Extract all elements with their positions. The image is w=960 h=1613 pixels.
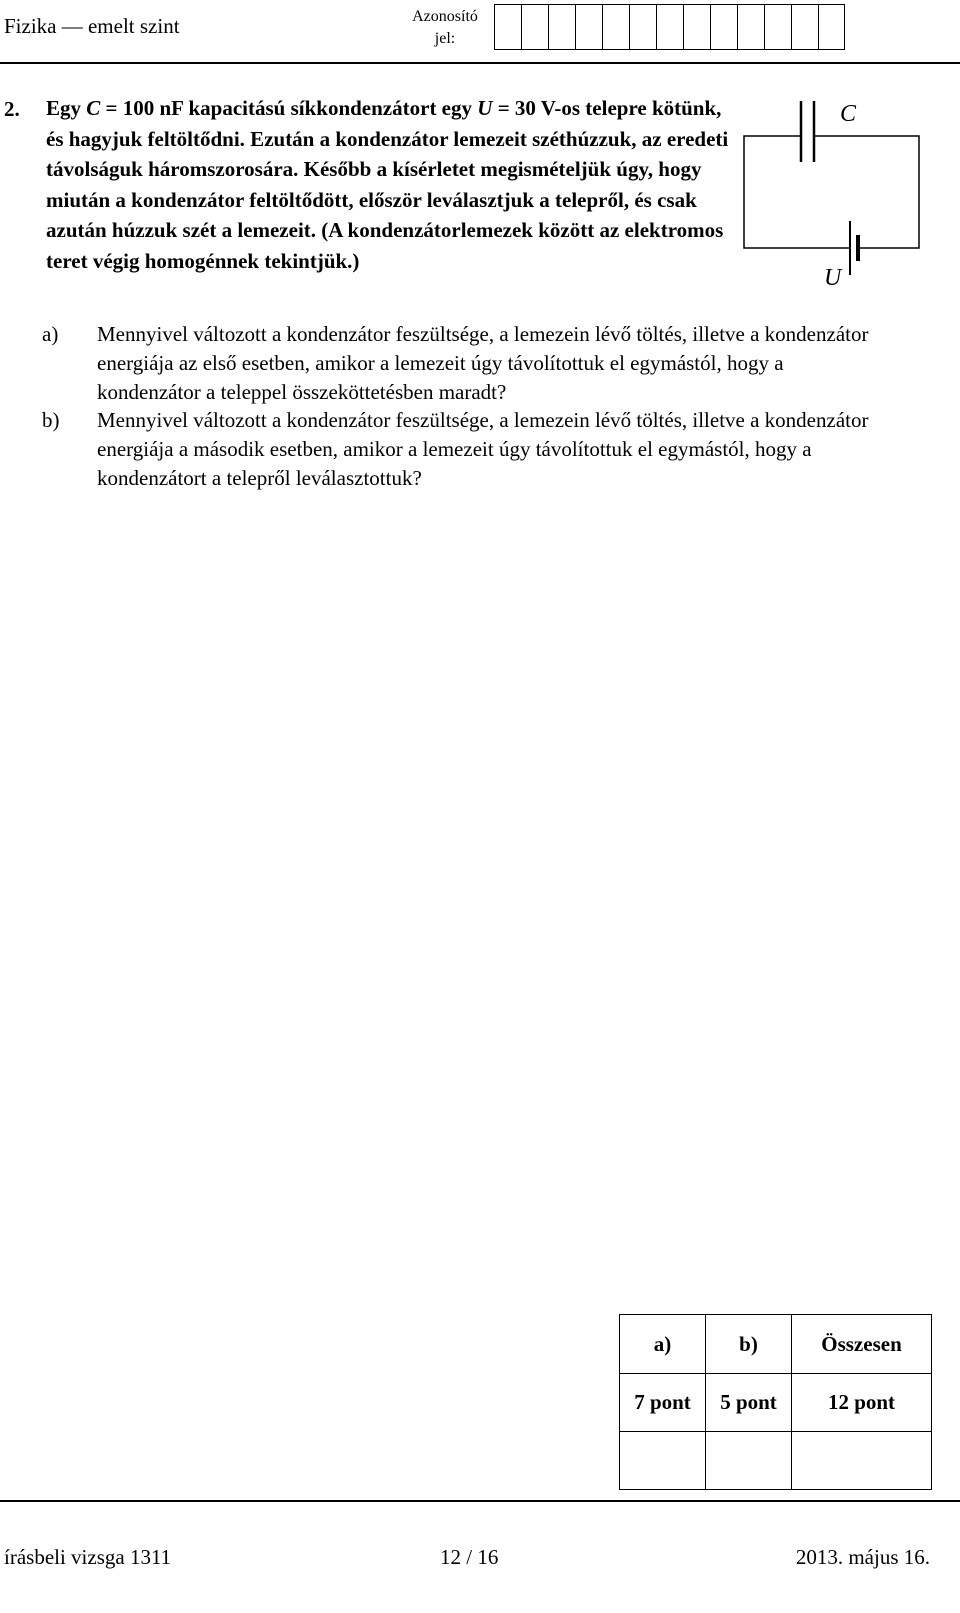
question-text: Mennyivel változott a kondenzátor feszültsége, a lemezein lévő töltés, illetve a kondenzátor energiája az első esetben, amikor a lemezeit úgy távolítottuk el egymástól, hogy a kondenzátor a teleppel összeköttetésben maradt?	[97, 322, 869, 404]
footer-exam-code: írásbeli vizsga 1311	[4, 1545, 172, 1569]
circuit-wire	[815, 136, 919, 248]
score-points-cell: 12 pont	[792, 1374, 932, 1432]
circuit-diagram	[740, 95, 930, 295]
capacitance-symbol: C	[86, 96, 101, 120]
score-earned-row	[620, 1432, 932, 1490]
id-box[interactable]	[656, 4, 683, 50]
id-box[interactable]	[818, 4, 845, 50]
intro-text-3: = 30 V-os telepre kötünk, és hagyjuk feltöltődni. Ezután a kondenzátor lemezeit széthúzzuk, az eredeti távolságuk háromszorosára. Később a kísérletet megismételjük úgy, hogy miután a kondenzátor feltöltődött, először leválasztjuk a telepről, és csak azután húzzuk szét a lemezeit. (A kondenzátorlemezek között az elektromos teret végig homogénnek tekintjük.)	[46, 96, 729, 273]
score-earned-cell[interactable]	[620, 1432, 706, 1490]
id-box[interactable]	[791, 4, 818, 50]
id-box[interactable]	[764, 4, 791, 50]
score-table	[619, 1314, 932, 1490]
battery-label: U	[824, 265, 842, 291]
footer-page-number: 12 / 16	[440, 1545, 499, 1569]
capacitor-label: C	[840, 101, 857, 127]
header-divider	[0, 62, 960, 64]
id-box[interactable]	[494, 4, 521, 50]
id-box[interactable]	[521, 4, 548, 50]
circuit-wire	[744, 136, 850, 248]
score-header-cell: b)	[706, 1315, 792, 1374]
id-box[interactable]	[683, 4, 710, 50]
voltage-symbol: U	[477, 96, 493, 120]
score-header-row	[620, 1315, 932, 1374]
problem-number: 2.	[4, 97, 20, 121]
exam-title: Fizika — emelt szint	[4, 14, 180, 38]
footer-date: 2013. május 16.	[795, 1545, 930, 1569]
intro-text-1: Egy	[46, 96, 87, 120]
question-label: a)	[42, 322, 59, 346]
id-label-line1: Azonosító	[412, 8, 478, 25]
score-points-cell: 5 pont	[706, 1374, 792, 1432]
score-header-cell: Összesen	[792, 1315, 932, 1374]
id-box[interactable]	[737, 4, 764, 50]
question-text: Mennyivel változott a kondenzátor feszültsége, a lemezein lévő töltés, illetve a kondenzátor energiája a második esetben, amikor a lemezeit úgy távolítottuk el egymástól, hogy a kondenzátort a telepről leválasztottuk?	[97, 408, 869, 490]
score-points-row	[620, 1374, 932, 1432]
score-earned-cell[interactable]	[792, 1432, 932, 1490]
problem-intro	[46, 93, 736, 276]
question-label: b)	[42, 408, 60, 432]
score-earned-cell[interactable]	[706, 1432, 792, 1490]
intro-text-2: = 100 nF kapacitású síkkondenzátort egy	[100, 96, 478, 120]
score-points-cell: 7 pont	[620, 1374, 706, 1432]
id-box[interactable]	[629, 4, 656, 50]
id-box[interactable]	[602, 4, 629, 50]
id-label-line2: jel:	[434, 30, 456, 47]
footer-divider	[0, 1500, 960, 1502]
id-box[interactable]	[710, 4, 737, 50]
id-code-boxes	[494, 4, 845, 50]
id-box[interactable]	[548, 4, 575, 50]
id-label	[400, 6, 490, 50]
id-box[interactable]	[575, 4, 602, 50]
score-header-cell: a)	[620, 1315, 706, 1374]
